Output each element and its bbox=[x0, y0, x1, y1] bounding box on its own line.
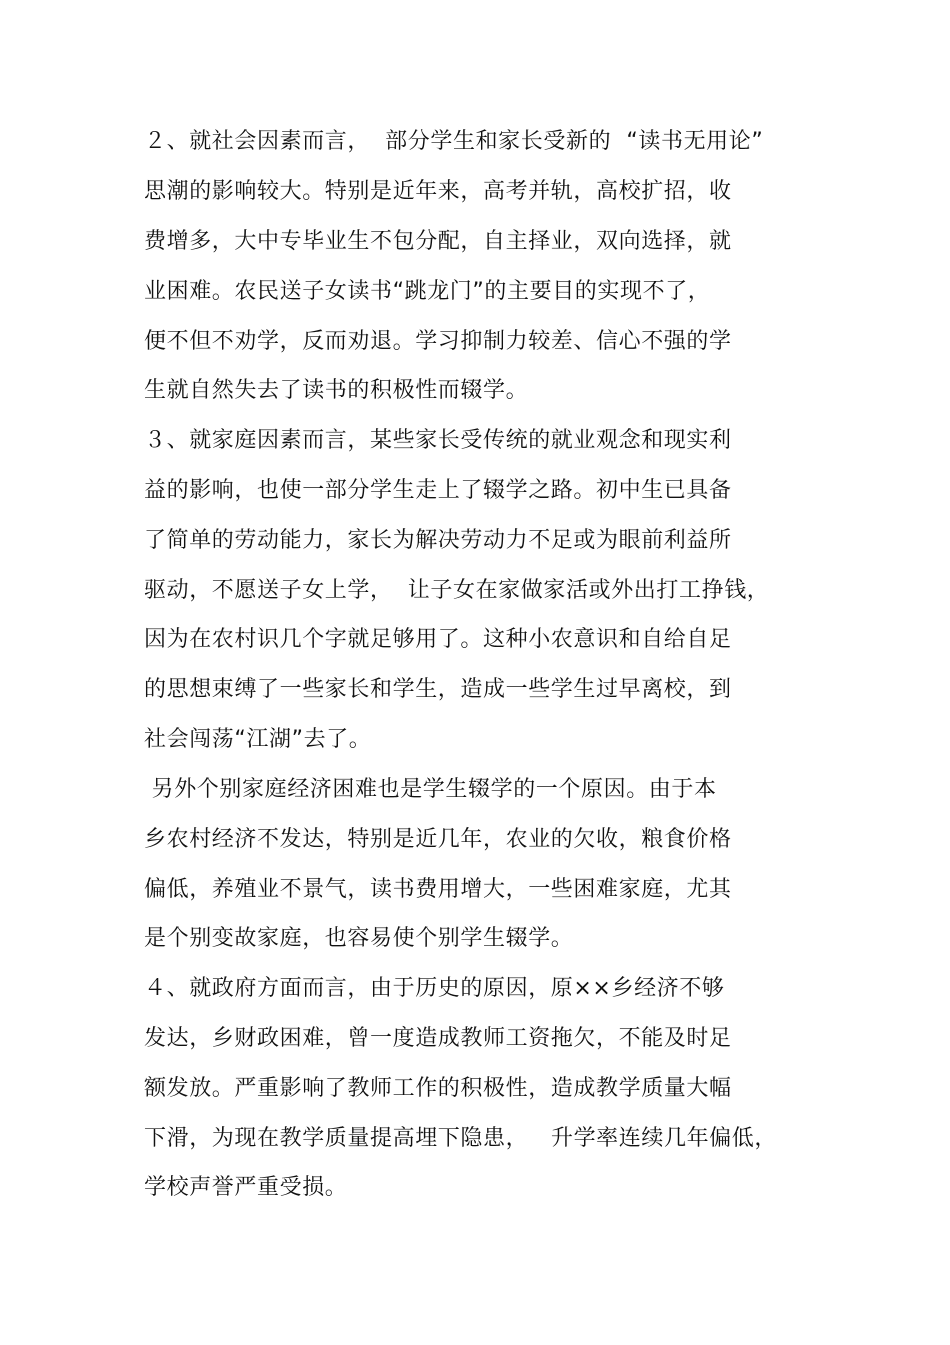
text-line: 了简单的劳动能力，家长为解决劳动力不足或为眼前利益所 bbox=[144, 528, 732, 553]
text-line: ３、就家庭因素而言，某些家长受传统的就业观念和现实利 bbox=[144, 428, 732, 453]
text-line: ２、就社会因素而言， 部分学生和家长受新的 “读书无用论” bbox=[144, 129, 764, 154]
text-line: 乡农村经济不发达，特别是近几年，农业的欠收，粮食价格 bbox=[144, 827, 732, 852]
text-line: 驱动，不愿送子女上学， 让子女在家做家活或外出打工挣钱， bbox=[144, 578, 770, 603]
text-line: 下滑，为现在教学质量提高埋下隐患， 升学率连续几年偏低， bbox=[144, 1126, 777, 1151]
text-line: 发达，乡财政困难，曾一度造成教师工资拖欠，不能及时足 bbox=[144, 1026, 732, 1051]
text-line: 另外个别家庭经济困难也是学生辍学的一个原因。由于本 bbox=[144, 777, 717, 802]
text-line: 是个别变故家庭，也容易使个别学生辍学。 bbox=[144, 926, 574, 951]
text-line: 费增多，大中专毕业生不包分配，自主择业，双向选择，就 bbox=[144, 229, 732, 254]
text-line: 益的影响，也使一部分学生走上了辍学之路。初中生已具备 bbox=[144, 478, 732, 503]
text-line: 的思想束缚了一些家长和学生，造成一些学生过早离校，到 bbox=[144, 677, 732, 702]
text-line: 便不但不劝学，反而劝退。学习抑制力较差、信心不强的学 bbox=[144, 329, 732, 354]
text-line: 学校声誉严重受损。 bbox=[144, 1175, 348, 1200]
text-line: ４、就政府方面而言，由于历史的原因，原××乡经济不够 bbox=[144, 976, 725, 1001]
text-line: 社会闯荡“江湖”去了。 bbox=[144, 727, 372, 752]
text-line: 偏低，养殖业不景气，读书费用增大，一些困难家庭，尤其 bbox=[144, 877, 732, 902]
text-line: 额发放。严重影响了教师工作的积极性，造成教学质量大幅 bbox=[144, 1076, 732, 1101]
text-line: 因为在农村识几个字就足够用了。这种小农意识和自给自足 bbox=[144, 627, 732, 652]
text-line: 生就自然失去了读书的积极性而辍学。 bbox=[144, 378, 529, 403]
text-line: 思潮的影响较大。特别是近年来，高考并轨，高校扩招，收 bbox=[144, 179, 732, 204]
text-line: 业困难。农民送子女读书“跳龙门”的主要目的实现不了， bbox=[144, 279, 711, 304]
